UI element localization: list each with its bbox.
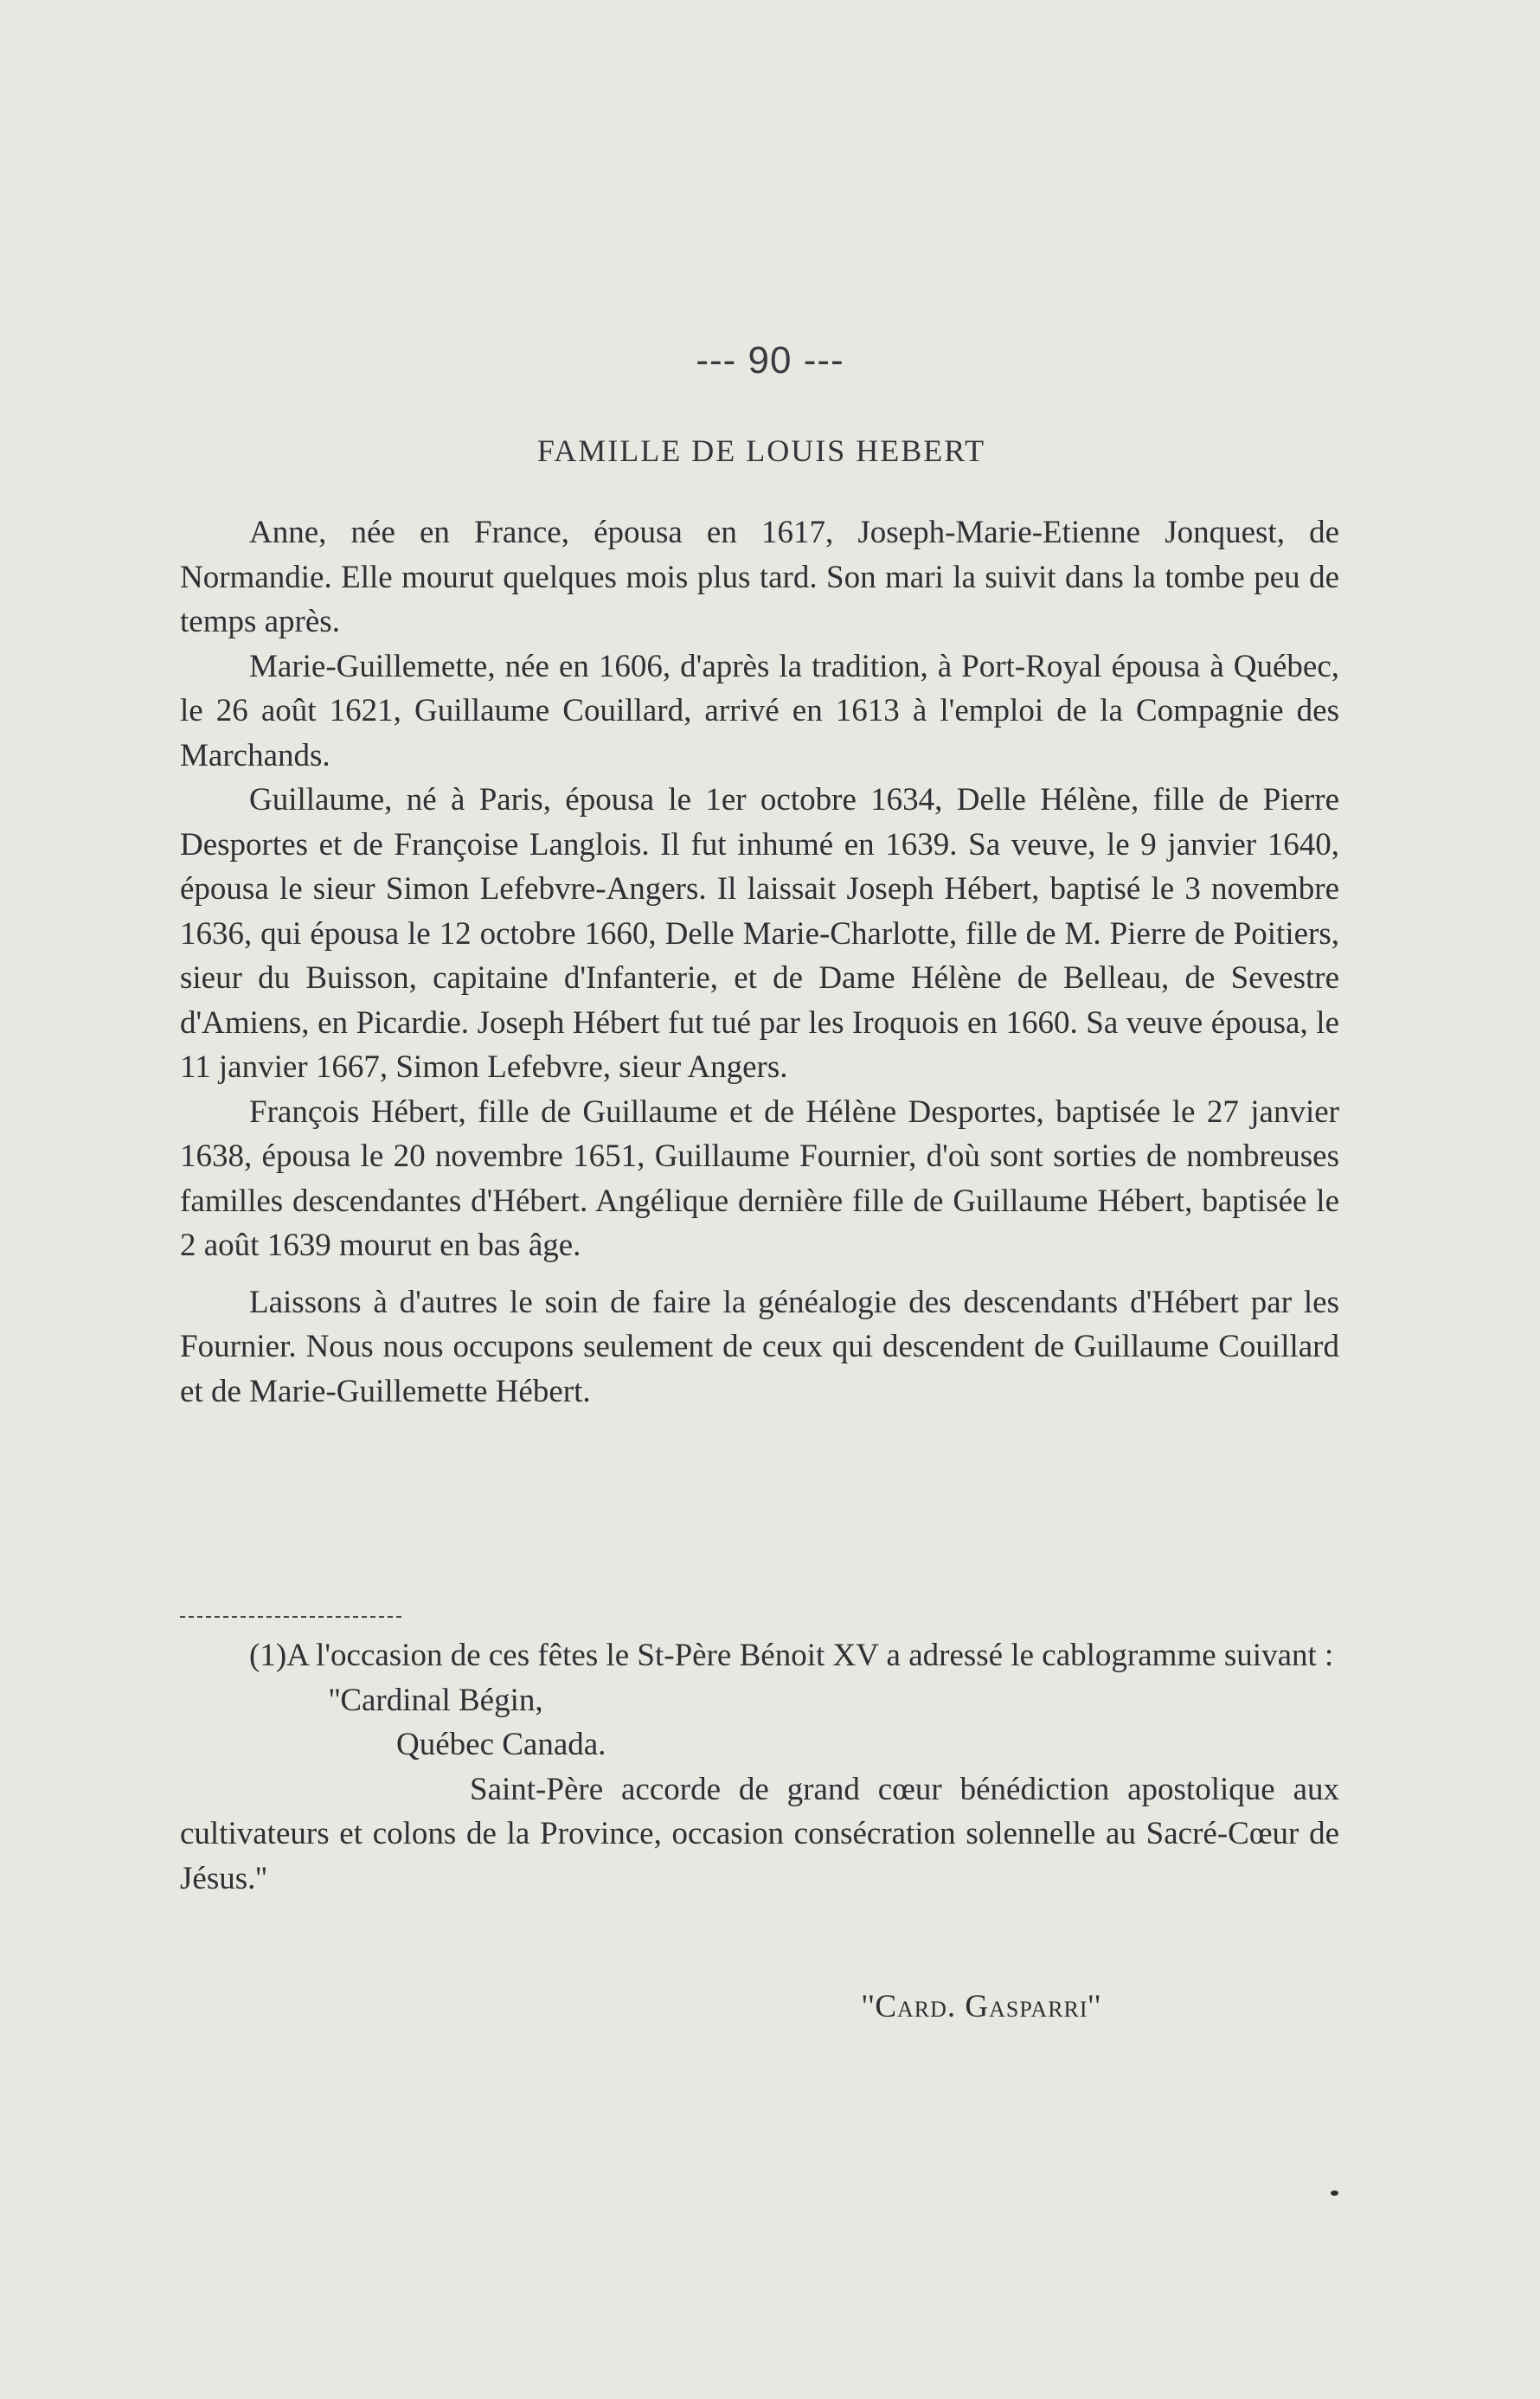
- paragraph-guillaume: Guillaume, né à Paris, épousa le 1er octobre 1634, Delle Hélène, fille de Pierre Desportes et de Françoise Langlois. Il fut inhumé en 1639. Sa veuve, le 9 janvier 1640, épousa le sieur Simon Lefebvre-Angers. Il laissait Joseph Hébert, baptisé le 3 novembre 1636, qui épousa le 12 octobre 1660, Delle Marie-Charlotte, fille de M. Pierre de Poitiers, sieur du Buisson, capitaine d'Infanterie, et de Dame Hélène de Belleau, de Sevestre d'Amiens, en Picardie. Joseph Hébert fut tué par les Iroquois en 1660. Sa veuve épousa, le 11 janvier 1667, Simon Lefebvre, sieur Angers.: [180, 782, 1339, 1085]
- footnote: [180, 1633, 1339, 1901]
- paragraph-anne: Anne, née en France, épousa en 1617, Joseph-Marie-Etienne Jonquest, de Normandie. Elle mourut quelques mois plus tard. Son mari la suivit dans la tombe peu de temps après.: [180, 515, 1339, 639]
- footnote-intro: (1)A l'occasion de ces fêtes le St-Père Bénoit XV a adressé le cablogramme suivant :: [249, 1638, 1334, 1673]
- paragraph-francoise: François Hébert, fille de Guillaume et de Hélène Desportes, baptisée le 27 janvier 1638, épousa le 20 novembre 1651, Guillaume Fournier, d'où sont sorties de nombreuses familles descendantes d'Hébert. Angélique dernière fille de Guillaume Hébert, baptisée le 2 août 1639 mourut en bas âge.: [180, 1094, 1339, 1263]
- section-heading: FAMILLE DE LOUIS HEBERT: [536, 433, 986, 468]
- signature: ''Card. Gasparri'': [862, 1989, 1101, 2024]
- footnote-address-line-1: ''Cardinal Bégin,: [329, 1682, 543, 1718]
- footnote-address-line-2: Québec Canada.: [396, 1727, 606, 1762]
- footnote-message: Saint-Père accorde de grand cœur bénédiction apostolique aux cultivateurs et colons de la Province, occasion consécration solennelle au Sacré-Cœur de Jésus.'': [180, 1771, 1339, 1896]
- page-number: --- 90 ---: [696, 339, 844, 382]
- body-text: [180, 510, 1339, 1414]
- ink-speck: [1331, 2191, 1338, 2196]
- footnote-separator: [180, 1616, 401, 1618]
- paragraph-genealogy: Laissons à d'autres le soin de faire la généalogie des descendants d'Hébert par les Fournier. Nous nous occupons seulement de ceux qui descendent de Guillaume Couillard et de Marie-Guillemette Hébert.: [180, 1284, 1339, 1409]
- paragraph-marie-guillemette: Marie-Guillemette, née en 1606, d'après la tradition, à Port-Royal épousa à Québec, le 26 août 1621, Guillaume Couillard, arrivé en 1613 à l'emploi de la Compagnie des Marchands.: [180, 648, 1339, 773]
